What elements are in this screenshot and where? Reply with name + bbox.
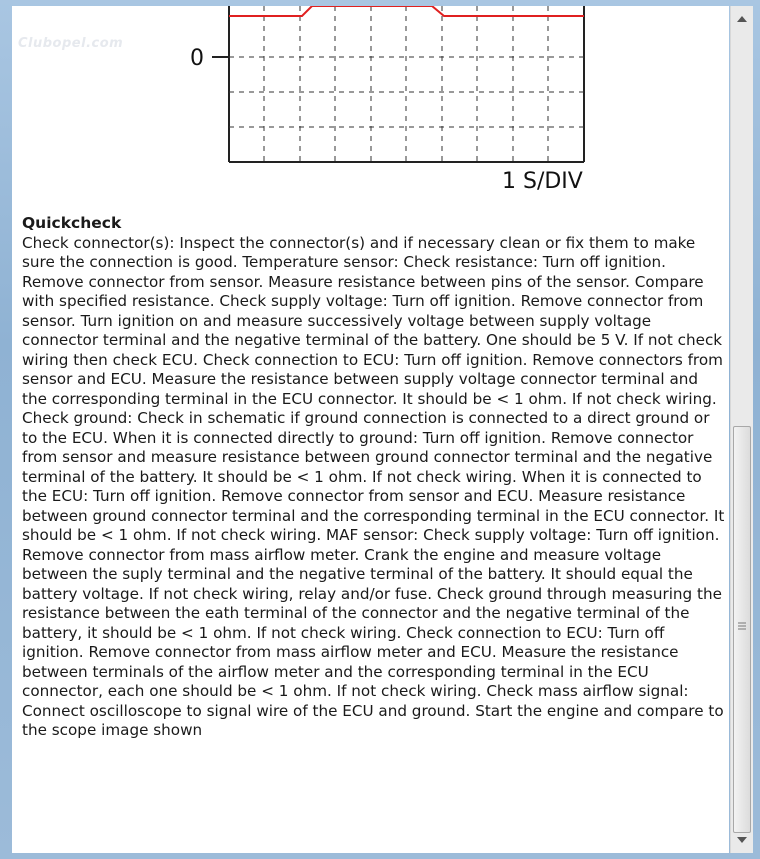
scope-zero-label: 0 bbox=[190, 46, 204, 71]
quickcheck-body: Check connector(s): Inspect the connector(s) and if necessary clean or fix them to make sure the connection is good. Temperature sensor: Check resistance: Turn off ignition. Remove connector from sensor. Measure resistance between pins of the sensor. Compare with specified resistance. Check supply voltage: Turn off ignition. Remove connector from sensor. Turn ignition on and measure successively voltage between supply voltage connector terminal and the negative terminal of the battery. One should be 5 V. If not check wiring then check ECU. Check connection to ECU: Turn off ignition. Remove connectors from sensor and ECU. Measure the resistance between supply voltage connector terminal and the corresponding terminal in the ECU connector. It should be < 1 ohm. If not check wiring. Check ground: Check in schematic if ground connection is connected to a direct ground or to the ECU. When it is connected directly to ground: Turn off ignition. Remove connector from sensor and measure resistance between ground connector terminal and the negative terminal of the battery. It should be < 1 ohm. If not check wiring. When it is connected to the ECU: Turn off ignition. Remove connector from sensor and ECU. Measure resistance between ground connector terminal and the corresponding terminal in the ECU connector. It should be < 1 ohm. If not check wiring. MAF sensor: Check supply voltage: Turn off ignition. Remove connector from mass airflow meter. Crank the engine and measure voltage between the suply terminal and the negative terminal of the battery. It should equal the battery voltage. If not check wiring, relay and/or fuse. Check ground through measuring the resistance between the eath terminal of the connector and the negative terminal of the battery, it should be < 1 ohm. If not check wiring. Check connection to ECU: Turn off ignition. Remove connector from mass airflow meter and ECU. Measure the resistance between terminals of the airflow meter and the corresponding terminal in the ECU connector, each one should be < 1 ohm. If not check wiring. Check mass airflow signal: Connect oscilloscope to signal wire of the ECU and ground. Start the engine and compare to the scope image shown bbox=[22, 233, 725, 739]
document-pane bbox=[12, 6, 729, 853]
scrollbar-thumb[interactable] bbox=[733, 426, 751, 833]
triangle-down-icon bbox=[737, 837, 747, 843]
scope-time-div-label: 1 S/DIV bbox=[502, 169, 583, 194]
triangle-up-icon bbox=[737, 16, 747, 22]
grip-lines-icon bbox=[738, 622, 746, 632]
quickcheck-heading: Quickcheck bbox=[22, 214, 122, 232]
scroll-down-button[interactable] bbox=[731, 829, 753, 851]
vertical-scrollbar[interactable] bbox=[730, 6, 753, 853]
watermark: Clubopel.com bbox=[18, 36, 124, 51]
scroll-up-button[interactable] bbox=[731, 8, 753, 30]
scope-image bbox=[12, 6, 612, 216]
quickcheck-section bbox=[22, 214, 726, 741]
